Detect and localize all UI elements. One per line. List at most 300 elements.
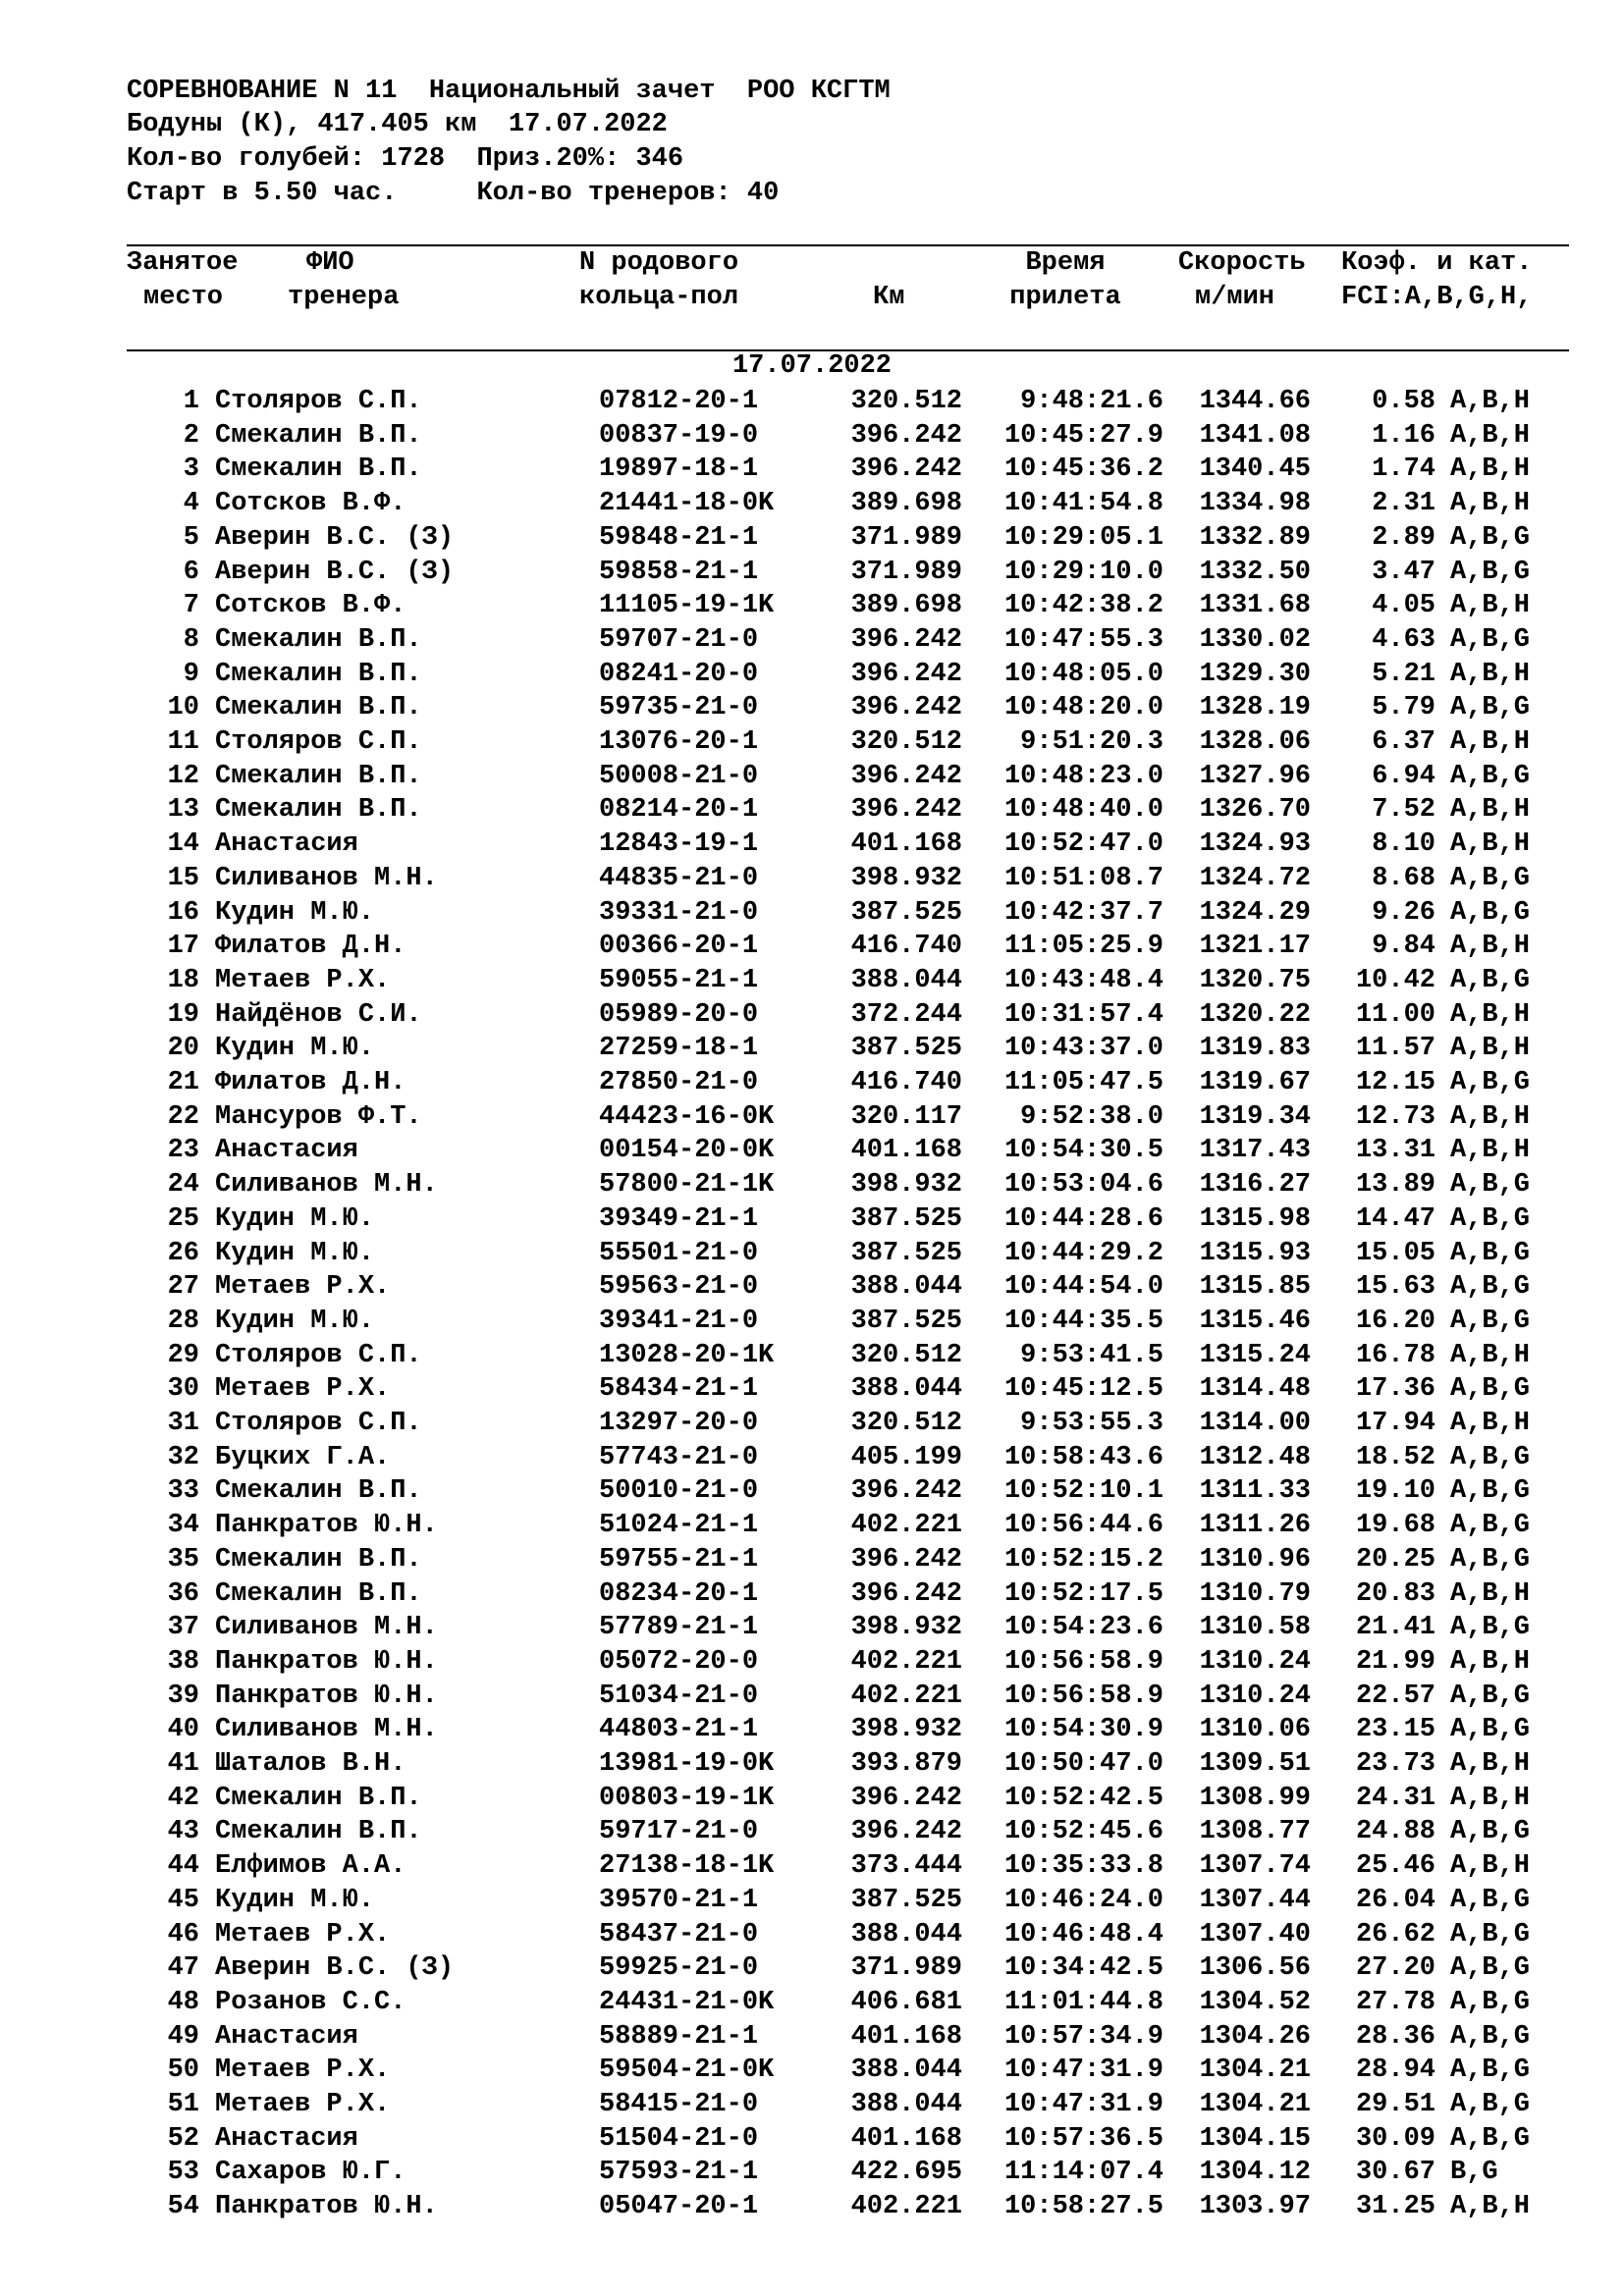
trainer-cell: Смекалин В.П.: [215, 1476, 422, 1507]
ring-cell: 27259-18-1: [599, 1034, 759, 1064]
category-cell: A,B,H: [1450, 1749, 1531, 1779]
coef-cell: 11.57: [1355, 1034, 1435, 1064]
coef-cell: 3.47: [1372, 557, 1435, 587]
time-cell: 10:52:17.5: [1003, 1578, 1164, 1609]
category-cell: A,B,G: [1450, 1170, 1531, 1201]
trainer-cell: Столяров С.П.: [215, 387, 422, 416]
time-cell: 10:31:57.4: [1003, 999, 1164, 1030]
ring-cell: 00803-19-1K: [599, 1783, 775, 1813]
col-km: Км: [873, 283, 905, 312]
speed-cell: 1330.02: [1199, 624, 1311, 655]
ring-cell: 07812-20-1: [599, 387, 759, 416]
time-cell: 10:47:31.9: [1003, 2056, 1164, 2086]
ring-cell: 39341-21-0: [599, 1306, 759, 1336]
km-cell: 401.168: [850, 829, 962, 860]
ring-cell: 24431-21-0K: [599, 1987, 775, 2017]
trainer-cell: Шаталов В.Н.: [215, 1749, 406, 1779]
trainer-cell: Анастасия: [215, 2021, 358, 2052]
table-row: [0, 1372, 1624, 1407]
coef-cell: 5.21: [1372, 659, 1435, 689]
category-cell: A,B,H: [1450, 387, 1531, 416]
category-cell: A,B,G: [1450, 1306, 1531, 1336]
trainer-cell: Метаев Р.Х.: [215, 1919, 391, 1949]
trainer-cell: Аверин В.С. (З): [215, 557, 455, 587]
trainer-cell: Панкратов Ю.Н.: [215, 2192, 438, 2222]
speed-cell: 1307.74: [1199, 1851, 1311, 1882]
coef-cell: 22.57: [1355, 1681, 1435, 1711]
coef-cell: 9.84: [1372, 932, 1435, 962]
ring-cell: 51024-21-1: [599, 1511, 759, 1541]
category-cell: A,B,H: [1450, 1646, 1531, 1677]
coef-cell: 2.89: [1372, 522, 1435, 553]
release-point-line: Бодуны (К), 417.405 км 17.07.2022: [127, 110, 668, 139]
category-cell: A,B,G: [1450, 1715, 1531, 1745]
category-cell: A,B,G: [1450, 1476, 1531, 1507]
col-place-2: место: [143, 283, 224, 312]
place-cell: 9: [183, 659, 199, 689]
coef-cell: 1.16: [1372, 420, 1435, 451]
category-cell: A,B,G: [1450, 2056, 1531, 2086]
table-row: [0, 1884, 1624, 1918]
time-cell: 10:47:55.3: [1003, 624, 1164, 655]
time-cell: 10:52:42.5: [1003, 1783, 1164, 1813]
ring-cell: 57789-21-1: [599, 1613, 759, 1643]
time-cell: 10:53:04.6: [1003, 1170, 1164, 1201]
category-cell: A,B,G: [1450, 693, 1531, 723]
trainer-cell: Силиванов М.Н.: [215, 1613, 438, 1643]
coef-cell: 9.26: [1372, 897, 1435, 928]
km-cell: 387.525: [850, 1306, 962, 1336]
speed-cell: 1324.72: [1199, 863, 1311, 893]
trainer-cell: Силиванов М.Н.: [215, 1170, 438, 1201]
speed-cell: 1308.77: [1199, 1817, 1311, 1847]
coef-cell: 19.10: [1355, 1476, 1435, 1507]
ring-cell: 08214-20-1: [599, 795, 759, 826]
trainer-cell: Анастасия: [215, 829, 358, 860]
ring-cell: 11105-19-1K: [599, 591, 775, 621]
ring-cell: 44423-16-0K: [599, 1101, 775, 1132]
trainer-cell: Кудин М.Ю.: [215, 1203, 375, 1234]
col-place-1: Занятое: [127, 248, 239, 278]
category-cell: A,B,G: [1450, 1511, 1531, 1541]
coef-cell: 19.68: [1355, 1511, 1435, 1541]
time-cell: 10:43:37.0: [1003, 1034, 1164, 1064]
category-cell: A,B,G: [1450, 1238, 1531, 1268]
table-row: [0, 419, 1624, 454]
speed-cell: 1314.00: [1199, 1409, 1311, 1438]
time-cell: 10:44:54.0: [1003, 1272, 1164, 1303]
table-row: [0, 1782, 1624, 1816]
time-cell: 10:47:31.9: [1003, 2090, 1164, 2119]
table-row: [0, 2190, 1624, 2224]
km-cell: 320.512: [850, 727, 962, 757]
table-row: [0, 930, 1624, 964]
category-cell: A,B,H: [1450, 932, 1531, 962]
time-cell: 10:52:47.0: [1003, 829, 1164, 860]
km-cell: 396.242: [850, 454, 962, 485]
coef-cell: 29.51: [1355, 2090, 1435, 2119]
place-cell: 30: [167, 1374, 199, 1405]
coef-cell: 6.37: [1372, 727, 1435, 757]
coef-cell: 25.46: [1355, 1851, 1435, 1882]
place-cell: 21: [167, 1068, 199, 1097]
coef-cell: 17.94: [1355, 1409, 1435, 1438]
place-cell: 41: [167, 1749, 199, 1779]
place-cell: 34: [167, 1511, 199, 1541]
speed-cell: 1341.08: [1199, 420, 1311, 451]
place-cell: 43: [167, 1817, 199, 1847]
col-coef-2: FCI:A,B,G,H,: [1341, 283, 1533, 312]
place-cell: 47: [167, 1953, 199, 1984]
time-cell: 10:52:10.1: [1003, 1476, 1164, 1507]
time-cell: 10:54:23.6: [1003, 1613, 1164, 1643]
table-row: [0, 1918, 1624, 1952]
category-cell: A,B,H: [1450, 1101, 1531, 1132]
ring-cell: 59563-21-0: [599, 1272, 759, 1303]
time-cell: 10:45:36.2: [1003, 454, 1164, 485]
place-cell: 45: [167, 1885, 199, 1915]
category-cell: A,B,H: [1450, 1783, 1531, 1813]
coef-cell: 24.88: [1355, 1817, 1435, 1847]
ring-cell: 44835-21-0: [599, 863, 759, 893]
place-cell: 6: [183, 557, 199, 587]
trainer-cell: Силиванов М.Н.: [215, 1715, 438, 1745]
table-row: [0, 1270, 1624, 1305]
category-cell: A,B,H: [1450, 829, 1531, 860]
speed-cell: 1310.24: [1199, 1681, 1311, 1711]
km-cell: 396.242: [850, 420, 962, 451]
place-cell: 22: [167, 1101, 199, 1132]
km-cell: 389.698: [850, 489, 962, 519]
coef-cell: 28.36: [1355, 2021, 1435, 2052]
col-time-2: прилета: [1009, 283, 1121, 312]
speed-cell: 1319.83: [1199, 1034, 1311, 1064]
col-time-1: Время: [1025, 248, 1106, 278]
speed-cell: 1315.85: [1199, 1272, 1311, 1303]
category-cell: A,B,G: [1450, 1681, 1531, 1711]
category-cell: A,B,G: [1450, 557, 1531, 587]
table-row: [0, 896, 1624, 931]
speed-cell: 1315.98: [1199, 1203, 1311, 1234]
place-cell: 48: [167, 1987, 199, 2017]
ring-cell: 19897-18-1: [599, 454, 759, 485]
table-row: [0, 1168, 1624, 1202]
coef-cell: 7.52: [1372, 795, 1435, 826]
place-cell: 50: [167, 2056, 199, 2086]
km-cell: 389.698: [850, 591, 962, 621]
trainer-cell: Панкратов Ю.Н.: [215, 1511, 438, 1541]
speed-cell: 1327.96: [1199, 761, 1311, 791]
speed-cell: 1310.79: [1199, 1578, 1311, 1609]
time-cell: 10:29:10.0: [1003, 557, 1164, 587]
place-cell: 52: [167, 2123, 199, 2154]
trainer-cell: Смекалин В.П.: [215, 795, 422, 826]
time-cell: 11:01:44.8: [1003, 1987, 1164, 2017]
table-row: [0, 2054, 1624, 2088]
trainer-cell: Столяров С.П.: [215, 1409, 422, 1438]
coef-cell: 26.62: [1355, 1919, 1435, 1949]
ring-cell: 58889-21-1: [599, 2021, 759, 2052]
table-row: [0, 1509, 1624, 1543]
speed-cell: 1329.30: [1199, 659, 1311, 689]
coef-cell: 11.00: [1355, 999, 1435, 1030]
km-cell: 416.740: [850, 1068, 962, 1097]
place-cell: 39: [167, 1681, 199, 1711]
ring-cell: 51034-21-0: [599, 1681, 759, 1711]
speed-cell: 1315.93: [1199, 1238, 1311, 1268]
ring-cell: 13028-20-1K: [599, 1340, 775, 1370]
table-row: [0, 1441, 1624, 1475]
speed-cell: 1304.26: [1199, 2021, 1311, 2052]
coef-cell: 20.25: [1355, 1544, 1435, 1575]
speed-cell: 1314.48: [1199, 1374, 1311, 1405]
speed-cell: 1307.40: [1199, 1919, 1311, 1949]
col-ring-1: N родового: [579, 248, 739, 278]
trainer-cell: Смекалин В.П.: [215, 454, 422, 485]
coef-cell: 21.41: [1355, 1613, 1435, 1643]
trainer-cell: Кудин М.Ю.: [215, 1306, 375, 1336]
table-row: [0, 1305, 1624, 1339]
coef-cell: 13.31: [1355, 1136, 1435, 1166]
trainer-cell: Смекалин В.П.: [215, 659, 422, 689]
speed-cell: 1315.24: [1199, 1340, 1311, 1370]
category-cell: A,B,H: [1450, 420, 1531, 451]
category-cell: A,B,G: [1450, 1987, 1531, 2017]
ring-cell: 59925-21-0: [599, 1953, 759, 1984]
coef-cell: 13.89: [1355, 1170, 1435, 1201]
coef-cell: 5.79: [1372, 693, 1435, 723]
place-cell: 14: [167, 829, 199, 860]
place-cell: 36: [167, 1578, 199, 1609]
time-cell: 10:52:45.6: [1003, 1817, 1164, 1847]
speed-cell: 1324.93: [1199, 829, 1311, 860]
km-cell: 406.681: [850, 1987, 962, 2017]
coef-cell: 4.05: [1372, 591, 1435, 621]
ring-cell: 59848-21-1: [599, 522, 759, 553]
col-name-1: ФИО: [306, 248, 354, 278]
ring-cell: 57593-21-1: [599, 2158, 759, 2188]
ring-cell: 59707-21-0: [599, 624, 759, 655]
speed-cell: 1321.17: [1199, 932, 1311, 962]
trainer-cell: Метаев Р.Х.: [215, 1374, 391, 1405]
category-cell: A,B,G: [1450, 2021, 1531, 2052]
table-row: [0, 1100, 1624, 1135]
place-cell: 17: [167, 932, 199, 962]
trainer-cell: Анастасия: [215, 1136, 358, 1166]
km-cell: 372.244: [850, 999, 962, 1030]
trainer-cell: Смекалин В.П.: [215, 1544, 422, 1575]
km-cell: 320.512: [850, 1340, 962, 1370]
time-cell: 10:43:48.4: [1003, 965, 1164, 995]
time-cell: 10:51:08.7: [1003, 863, 1164, 893]
speed-cell: 1344.66: [1199, 387, 1311, 416]
trainer-cell: Смекалин В.П.: [215, 1578, 422, 1609]
ring-cell: 21441-18-0K: [599, 489, 775, 519]
speed-cell: 1320.75: [1199, 965, 1311, 995]
km-cell: 398.932: [850, 863, 962, 893]
speed-cell: 1317.43: [1199, 1136, 1311, 1166]
place-cell: 42: [167, 1783, 199, 1813]
place-cell: 23: [167, 1136, 199, 1166]
time-cell: 10:57:36.5: [1003, 2123, 1164, 2154]
time-cell: 10:44:28.6: [1003, 1203, 1164, 1234]
ring-cell: 08234-20-1: [599, 1578, 759, 1609]
trainer-cell: Панкратов Ю.Н.: [215, 1681, 438, 1711]
ring-cell: 58437-21-0: [599, 1919, 759, 1949]
time-cell: 10:56:44.6: [1003, 1511, 1164, 1541]
ring-cell: 59504-21-0K: [599, 2056, 775, 2086]
category-cell: A,B,G: [1450, 1544, 1531, 1575]
place-cell: 3: [183, 454, 199, 485]
category-cell: A,B,G: [1450, 1272, 1531, 1303]
coef-cell: 31.25: [1355, 2192, 1435, 2222]
km-cell: 396.242: [850, 1544, 962, 1575]
coef-cell: 30.09: [1355, 2123, 1435, 2154]
coef-cell: 16.78: [1355, 1340, 1435, 1370]
table-row: [0, 793, 1624, 828]
place-cell: 32: [167, 1442, 199, 1472]
place-cell: 7: [183, 591, 199, 621]
time-cell: 9:53:55.3: [1020, 1409, 1164, 1438]
category-cell: A,B,G: [1450, 863, 1531, 893]
ring-cell: 50010-21-0: [599, 1476, 759, 1507]
place-cell: 1: [183, 387, 199, 416]
trainer-cell: Розанов С.С.: [215, 1987, 406, 2017]
col-coef-1: Коэф. и кат.: [1341, 248, 1533, 278]
time-cell: 10:54:30.5: [1003, 1136, 1164, 1166]
trainer-cell: Метаев Р.Х.: [215, 1272, 391, 1303]
trainer-cell: Смекалин В.П.: [215, 761, 422, 791]
table-row: [0, 487, 1624, 521]
table-row: [0, 691, 1624, 725]
ring-cell: 39570-21-1: [599, 1885, 759, 1915]
place-cell: 20: [167, 1034, 199, 1064]
time-cell: 10:42:37.7: [1003, 897, 1164, 928]
speed-cell: 1304.52: [1199, 1987, 1311, 2017]
place-cell: 33: [167, 1476, 199, 1507]
table-row: [0, 1237, 1624, 1271]
speed-cell: 1332.50: [1199, 557, 1311, 587]
coef-cell: 8.10: [1372, 829, 1435, 860]
time-cell: 10:42:38.2: [1003, 591, 1164, 621]
table-row: [0, 1611, 1624, 1645]
trainer-cell: Смекалин В.П.: [215, 624, 422, 655]
time-cell: 11:14:07.4: [1003, 2158, 1164, 2188]
ring-cell: 39331-21-0: [599, 897, 759, 928]
category-cell: A,B,G: [1450, 624, 1531, 655]
trainer-cell: Смекалин В.П.: [215, 1783, 422, 1813]
time-cell: 10:46:24.0: [1003, 1885, 1164, 1915]
coef-cell: 27.78: [1355, 1987, 1435, 2017]
km-cell: 387.525: [850, 1034, 962, 1064]
coef-cell: 21.99: [1355, 1646, 1435, 1677]
place-cell: 12: [167, 761, 199, 791]
time-cell: 10:34:42.5: [1003, 1953, 1164, 1984]
km-cell: 396.242: [850, 1817, 962, 1847]
speed-cell: 1331.68: [1199, 591, 1311, 621]
table-row: [0, 2088, 1624, 2122]
category-cell: A,B,H: [1450, 727, 1531, 757]
category-cell: A,B,H: [1450, 1136, 1531, 1166]
table-row: [0, 1407, 1624, 1441]
ring-cell: 05047-20-1: [599, 2192, 759, 2222]
category-cell: A,B,G: [1450, 965, 1531, 995]
place-cell: 10: [167, 693, 199, 723]
km-cell: 396.242: [850, 1476, 962, 1507]
table-row: [0, 556, 1624, 590]
coef-cell: 4.63: [1372, 624, 1435, 655]
speed-cell: 1310.06: [1199, 1715, 1311, 1745]
place-cell: 2: [183, 420, 199, 451]
place-cell: 51: [167, 2090, 199, 2119]
place-cell: 49: [167, 2021, 199, 2052]
coef-cell: 26.04: [1355, 1885, 1435, 1915]
km-cell: 396.242: [850, 659, 962, 689]
ring-cell: 57743-21-0: [599, 1442, 759, 1472]
speed-cell: 1311.26: [1199, 1511, 1311, 1541]
table-row: [0, 1815, 1624, 1849]
col-ring-2: кольца-пол: [579, 283, 739, 312]
speed-cell: 1332.89: [1199, 522, 1311, 553]
speed-cell: 1310.58: [1199, 1613, 1311, 1643]
trainer-cell: Смекалин В.П.: [215, 693, 422, 723]
table-row: [0, 760, 1624, 794]
coef-cell: 15.05: [1355, 1238, 1435, 1268]
table-row: [0, 1951, 1624, 1986]
time-cell: 10:54:30.9: [1003, 1715, 1164, 1745]
col-name-2: тренера: [288, 283, 400, 312]
table-row: [0, 1134, 1624, 1168]
ring-cell: 58434-21-1: [599, 1374, 759, 1405]
place-cell: 27: [167, 1272, 199, 1303]
time-cell: 9:51:20.3: [1020, 727, 1164, 757]
km-cell: 388.044: [850, 1272, 962, 1303]
trainer-cell: Кудин М.Ю.: [215, 897, 375, 928]
coef-cell: 2.31: [1372, 489, 1435, 519]
place-cell: 24: [167, 1170, 199, 1201]
time-cell: 11:05:47.5: [1003, 1068, 1164, 1097]
place-cell: 35: [167, 1544, 199, 1575]
col-speed-2: м/мин: [1195, 283, 1275, 312]
km-cell: 396.242: [850, 693, 962, 723]
table-row: [0, 521, 1624, 556]
category-cell: A,B,G: [1450, 2123, 1531, 2154]
speed-cell: 1304.12: [1199, 2158, 1311, 2188]
time-cell: 10:48:40.0: [1003, 795, 1164, 826]
trainer-cell: Смекалин В.П.: [215, 420, 422, 451]
ring-cell: 57800-21-1K: [599, 1170, 775, 1201]
coef-cell: 12.15: [1355, 1068, 1435, 1097]
place-cell: 25: [167, 1203, 199, 1234]
speed-cell: 1309.51: [1199, 1749, 1311, 1779]
speed-cell: 1310.96: [1199, 1544, 1311, 1575]
km-cell: 387.525: [850, 897, 962, 928]
ring-cell: 59735-21-0: [599, 693, 759, 723]
km-cell: 371.989: [850, 557, 962, 587]
category-cell: B,G: [1450, 2158, 1498, 2188]
km-cell: 402.221: [850, 1681, 962, 1711]
trainer-cell: Метаев Р.Х.: [215, 2056, 391, 2086]
table-row: [0, 2156, 1624, 2190]
start-time-line: Старт в 5.50 час. Кол-во тренеров: 40: [127, 179, 780, 208]
competition-title: СОРЕВНОВАНИЕ N 11 Национальный зачет РОО КСГТМ: [127, 77, 891, 106]
coef-cell: 16.20: [1355, 1306, 1435, 1336]
coef-cell: 17.36: [1355, 1374, 1435, 1405]
category-cell: A,B,H: [1450, 454, 1531, 485]
speed-cell: 1316.27: [1199, 1170, 1311, 1201]
coef-cell: 0.58: [1372, 387, 1435, 416]
km-cell: 396.242: [850, 1783, 962, 1813]
